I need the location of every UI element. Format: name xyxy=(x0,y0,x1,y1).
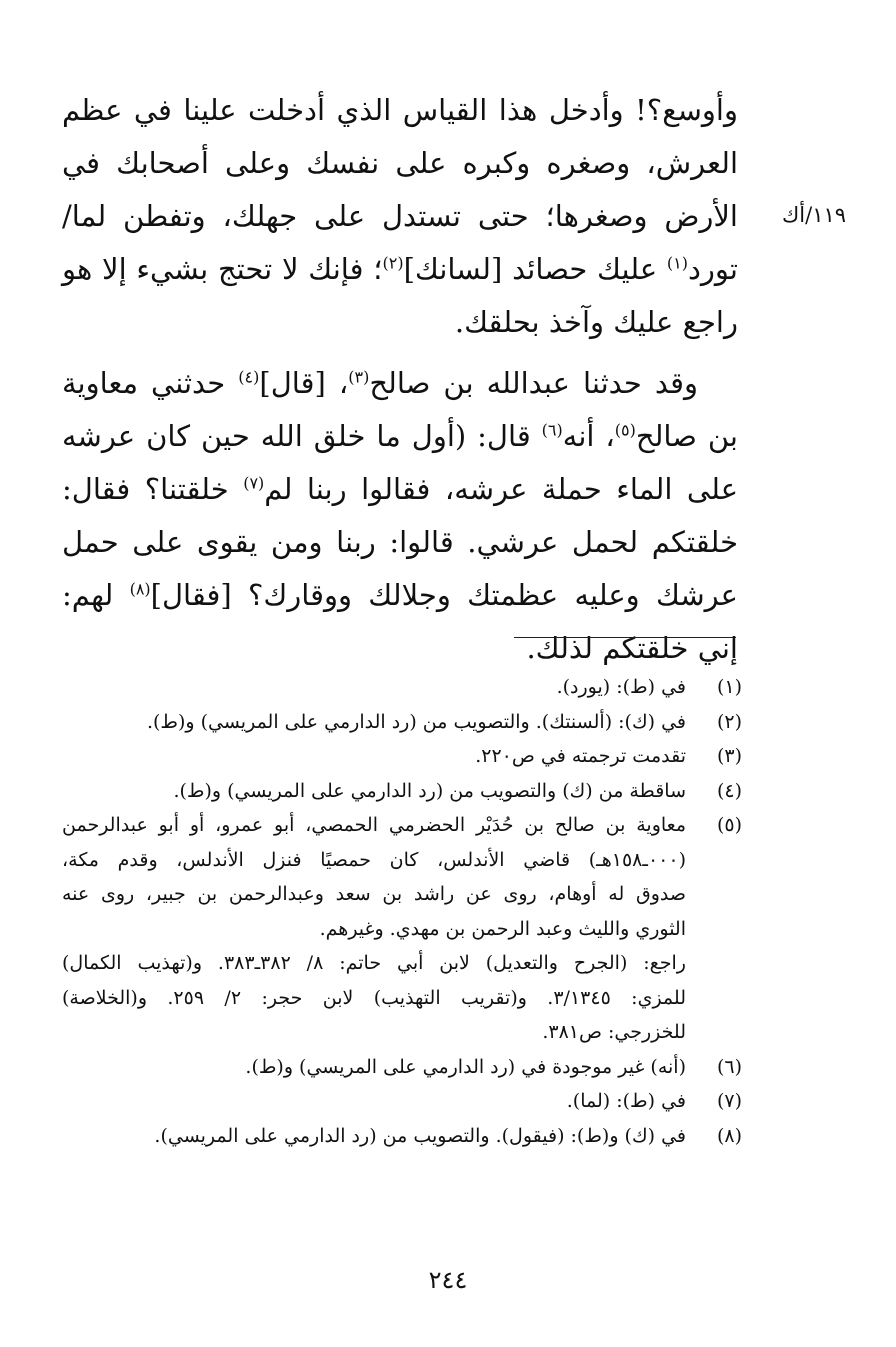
footnote-line: ساقطة من (ك) والتصويب من (رد الدارمي على المريسي) و(ط). xyxy=(173,779,686,802)
footnote-number: (٣) xyxy=(716,745,742,767)
footnote xyxy=(62,1119,742,1154)
footnote-number: (٧) xyxy=(716,1090,742,1112)
footnote-ref-5: (٥) xyxy=(614,420,636,440)
footnote-number: (٥) xyxy=(716,814,742,836)
footnote-number: (٢) xyxy=(716,710,742,733)
footnote-ref-7: (٧) xyxy=(243,473,265,493)
footnote-line: تقدمت ترجمته في ص٢٢٠. xyxy=(475,745,686,767)
footnote xyxy=(62,1084,742,1119)
footnote-line: معاوية بن صالح بن حُدَيْر الحضرمي الحمصي، أبو عمرو، أو أبو عبدالرحمن xyxy=(62,814,686,836)
footnote-text xyxy=(62,808,686,946)
footnote-line: الثوري والليث وعبد الرحمن بن مهدي. وغيرهم. xyxy=(319,917,686,940)
footnote-line: في (ك): (ألسنتك). والتصويب من (رد الدارمي على المريسي) و(ط). xyxy=(146,710,686,733)
paragraph-2-text: خلقتنا؟ فقال: خلقتكم لحمل عرشي. قالوا: ربنا ومن يقوى على حمل عرشك وعليه عظمتك وجلالك ووقارك؟ [فقال] xyxy=(62,472,738,612)
paragraph-2-text: قال: (أول ما خلق الله حين كان عرشه على الماء حملة عرشه، فقالوا ربنا لم xyxy=(62,419,738,506)
footnote-line: في (ك) و(ط): (فيقول). والتصويب من (رد الدارمي على المريسي). xyxy=(154,1124,686,1147)
footnote-line: للمزي: ٣/١٣٤٥. و(تقريب التهذيب) لابن حجر: ٢/ ٢٥٩. و(الخلاصة) xyxy=(62,986,686,1009)
footnote xyxy=(62,705,742,740)
footnote-ref-2: (٢) xyxy=(382,253,404,273)
footnote xyxy=(62,808,742,946)
paragraph-1-text: وأوسع؟! وأدخل هذا القياس الذي أدخلت علينا في عظم العرش، وصغره وكبره على نفسك وعلى أصحابك في الأرض وصغرها؛ حتى تستدل على جهلك، وتفطن لما/ تورد xyxy=(62,93,738,286)
paragraph-2 xyxy=(62,357,738,675)
footnotes xyxy=(62,670,742,1153)
paragraph-1 xyxy=(62,84,738,349)
footnote-number: (١) xyxy=(716,676,742,698)
footnote-separator xyxy=(514,637,736,638)
footnote-text xyxy=(62,1084,686,1119)
footnote-line: صدوق له أوهام، روى عن راشد بن سعد وعبدالرحمن بن جبير، روى عنه xyxy=(62,883,686,905)
footnote xyxy=(62,670,742,705)
paragraph-2-text: لهم: إني خلقتكم لذلك. xyxy=(62,578,738,665)
footnote-ref-8: (٨) xyxy=(129,579,151,599)
main-text xyxy=(62,84,738,675)
footnote-line: (٠٠٠ـ١٥٨هـ) قاضي الأندلس، كان حمصيًا فنزل الأندلس، وقدم مكة، xyxy=(62,848,686,871)
footnote-references xyxy=(62,946,686,1050)
footnote-ref-4: (٤) xyxy=(238,367,260,387)
manuscript-folio-marker: ١١٩/أك xyxy=(781,203,847,227)
paragraph-1-text: عليك حصائد [لسانك] xyxy=(403,252,667,286)
footnote-text xyxy=(62,1050,686,1085)
paragraph-1-text: ؛ فإنك لا تحتج بشيء إلا هو راجع عليك وآخذ بحلقك. xyxy=(62,252,738,339)
footnote xyxy=(62,1050,742,1085)
footnote-line: في (ط): (يورد). xyxy=(556,676,686,698)
paragraph-2-text: حدثني معاوية بن صالح xyxy=(62,366,738,453)
page-number: ٢٤٤ xyxy=(428,1266,468,1294)
footnote-line: (أنه) غير موجودة في (رد الدارمي على المريسي) و(ط). xyxy=(245,1055,686,1078)
footnote-text xyxy=(62,670,686,705)
paragraph-2-text: ، [قال] xyxy=(259,366,349,400)
footnote xyxy=(62,739,742,774)
footnote-ref-1: (١) xyxy=(666,253,689,273)
footnote-number: (٤) xyxy=(716,779,742,802)
footnote xyxy=(62,774,742,809)
footnote-text xyxy=(62,1119,686,1154)
footnote-ref-3: (٣) xyxy=(348,367,370,387)
footnote-number: (٨) xyxy=(716,1124,742,1147)
footnote-ref-6: (٦) xyxy=(541,420,563,440)
footnote-text xyxy=(62,705,686,740)
footnote-number: (٦) xyxy=(716,1055,742,1078)
footnote-text xyxy=(62,739,686,774)
footnote-line: في (ط): (لما). xyxy=(566,1090,686,1112)
footnote-line: للخزرجي: ص٣٨١. xyxy=(542,1021,686,1043)
paragraph-2-text: ، أنه xyxy=(562,419,615,453)
footnote-text xyxy=(62,774,686,809)
paragraph-2-text: وقد حدثنا عبدالله بن صالح xyxy=(369,366,698,400)
footnote-line: راجع: (الجرح والتعديل) لابن أبي حاتم: ٨/ ٣٨٢ـ٣٨٣. و(تهذيب الكمال) xyxy=(62,952,686,974)
